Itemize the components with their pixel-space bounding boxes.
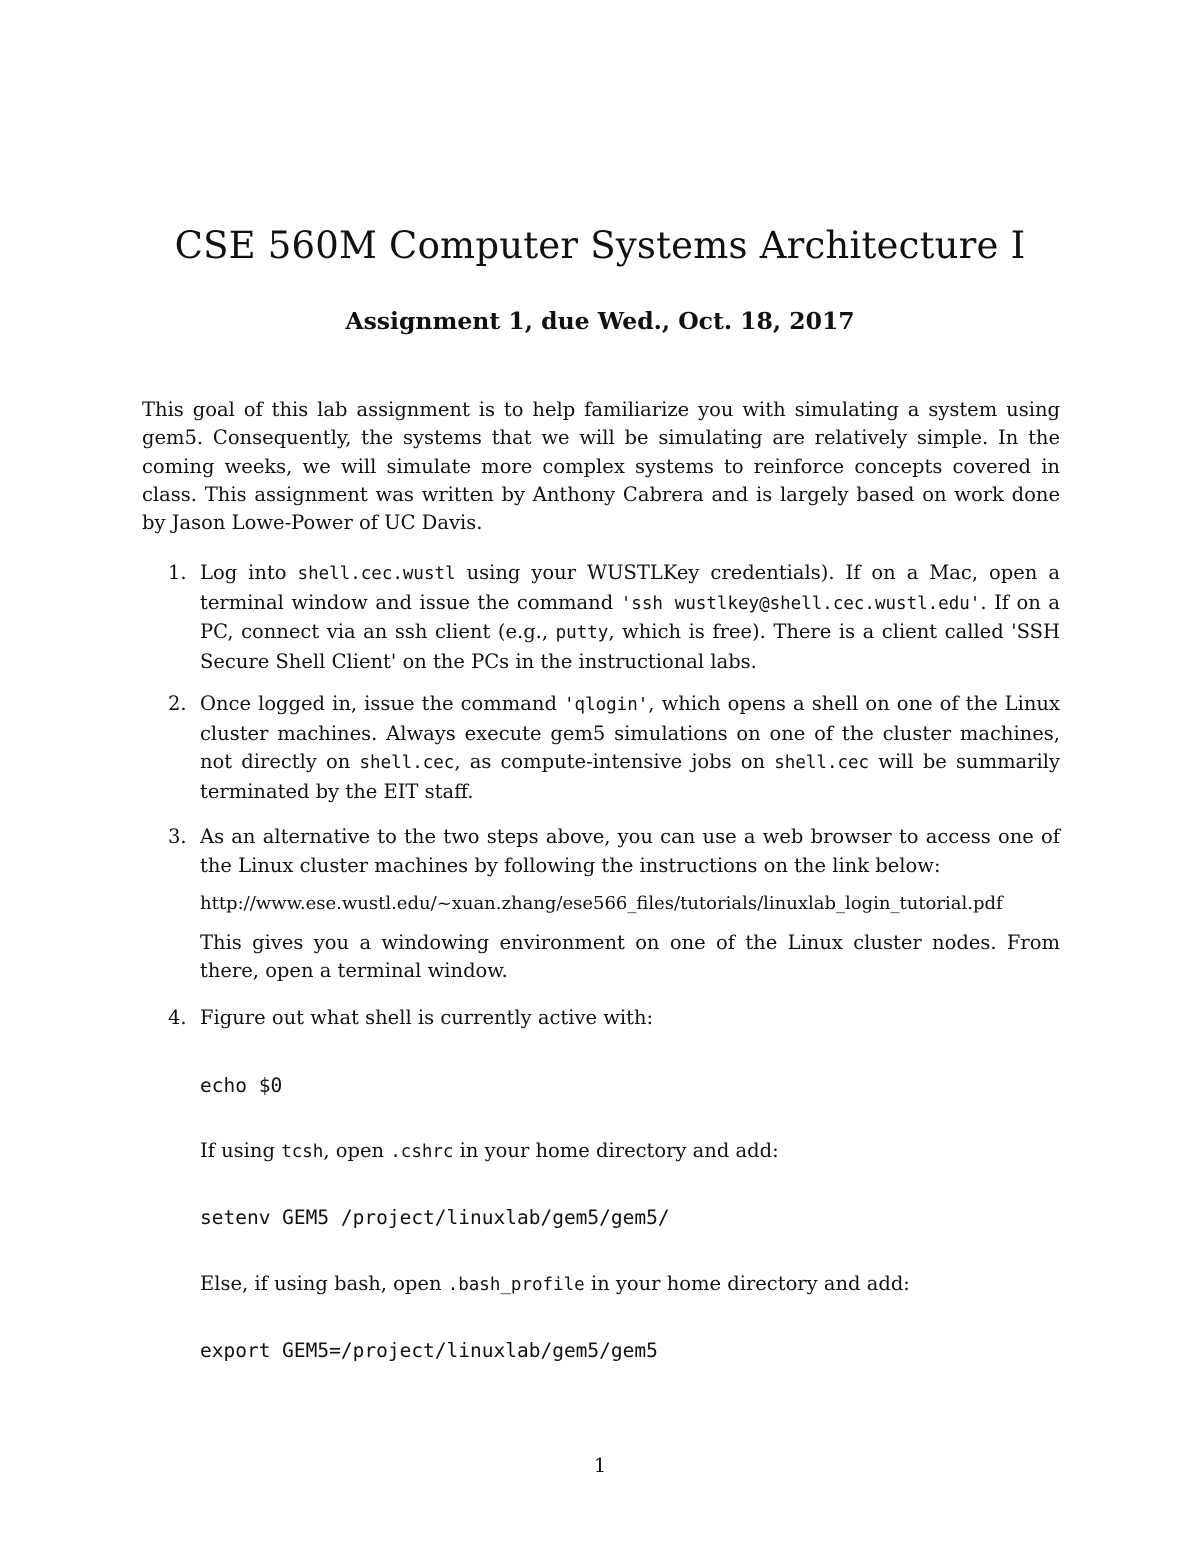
tutorial-link[interactable]: http://www.ese.wustl.edu/~xuan.zhang/ese566_files/tutorials/linuxlab_login_tutorial.pdf	[200, 893, 1003, 914]
code-span: shell.cec.wustl	[297, 564, 456, 584]
bash-instruction	[200, 1270, 910, 1299]
list-item-number: 2.	[168, 692, 187, 715]
text-span: in your home directory and add:	[584, 1272, 910, 1295]
code-span: putty	[555, 623, 609, 643]
page-number: 1	[593, 1454, 607, 1477]
list-item-number: 4.	[168, 1006, 187, 1029]
code-span: .bash_profile	[447, 1275, 585, 1295]
item-3-after-text: This gives you a windowing environment on one of the Linux cluster nodes. From there, open a terminal window.	[200, 930, 1060, 982]
list-item-body	[200, 690, 1060, 806]
code-span: 'qlogin'	[564, 695, 649, 715]
text-span: . If on a PC, connect via an ssh client (e.g.,	[200, 590, 1060, 643]
item-1-text	[200, 559, 1060, 676]
list-item-body	[200, 823, 1060, 986]
text-span: If using	[200, 1139, 282, 1162]
item-4-text: Figure out what shell is currently active with:	[200, 1006, 654, 1029]
text-span: Once logged in, issue the command	[200, 692, 564, 715]
tcsh-instruction	[200, 1137, 779, 1166]
item-2-text	[200, 690, 1060, 806]
text-span: Else, if using bash, open	[200, 1272, 448, 1295]
text-span: Log into	[200, 561, 298, 584]
text-span: , open	[323, 1139, 391, 1162]
text-span: using your WUSTLKey credentials). If on a Mac, open a terminal window and issue the command	[200, 561, 1060, 614]
list-item-number: 3.	[168, 825, 187, 848]
code-export: export GEM5=/project/linuxlab/gem5/gem5	[200, 1339, 658, 1362]
code-span: tcsh	[281, 1142, 324, 1162]
text-span: , which is free). There is a client called 'SSH Secure Shell Client' on the PCs in the instructional labs.	[200, 620, 1060, 673]
list-item-number: 1.	[168, 561, 187, 584]
code-echo: echo $0	[200, 1074, 283, 1097]
code-span: shell.cec	[774, 753, 870, 773]
text-span: in your home directory and add:	[453, 1139, 779, 1162]
item-3-text: As an alternative to the two steps above, you can use a web browser to access one of the Linux cluster machines by following the instructions on the link below:	[200, 825, 1060, 877]
code-span: .cshrc	[390, 1142, 454, 1162]
code-setenv: setenv GEM5 /project/linuxlab/gem5/gem5/	[200, 1206, 670, 1229]
code-span: shell.cec	[359, 753, 455, 773]
list-item-body	[200, 559, 1060, 676]
document-subtitle: Assignment 1, due Wed., Oct. 18, 2017	[345, 307, 855, 335]
text-span: will be summarily terminated by the EIT staff.	[200, 750, 1060, 803]
text-span: , as compute-intensive jobs on	[454, 750, 775, 773]
list-item-body	[200, 1004, 1060, 1033]
document-title: CSE 560M Computer Systems Architecture I	[174, 224, 1026, 267]
code-span: 'ssh wustlkey@shell.cec.wustl.edu'	[620, 593, 981, 614]
intro-paragraph: This goal of this lab assignment is to help familiarize you with simulating a system using gem5. Consequently, the systems that we will be simulating are relatively simple. In the coming weeks, we will simulate more complex systems to reinforce concepts covered in class. This assignment was written by Anthony Cabrera and is largely based on work done by Jason Lowe-Power of UC Davis.	[142, 398, 1060, 535]
text-span: , which opens a shell on one of the Linux cluster machines. Always execute gem5 simulations on one of the cluster machines, not directly on	[200, 692, 1060, 773]
